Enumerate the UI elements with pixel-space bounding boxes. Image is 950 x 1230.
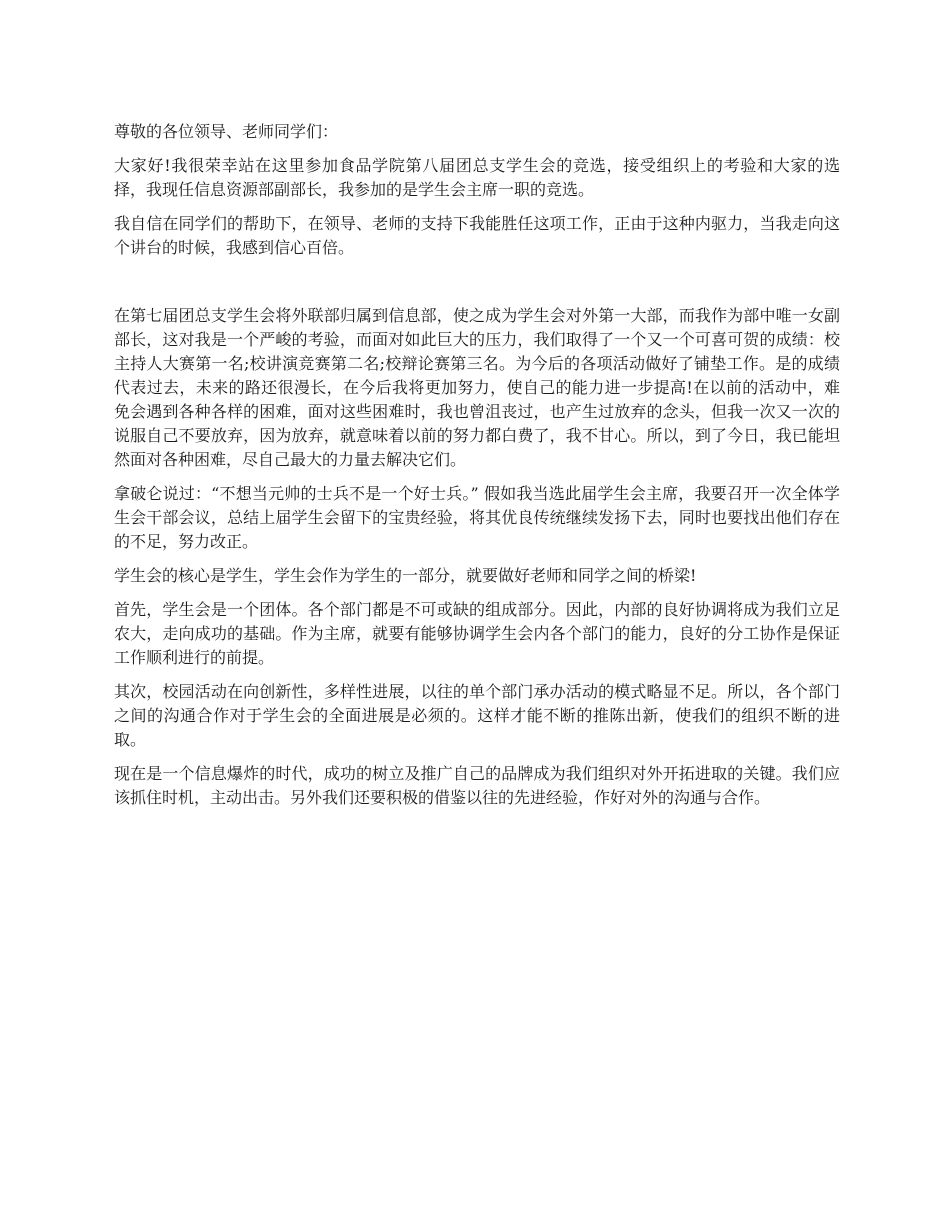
paragraph-second: 其次，校园活动在向创新性，多样性进展，以往的单个部门承办活动的模式略显不足。所以，各个部门之间的沟通合作对于学生会的全面进展是必须的。这样才能不断的推陈出新，使我们的组织不断的进取。 [114, 682, 840, 749]
salutation: 尊敬的各位领导、老师同学们： [114, 122, 339, 141]
paragraph-closing: 现在是一个信息爆炸的时代，成功的树立及推广自己的品牌成为我们组织对外开拓进取的关键。我们应该抓住时机，主动出击。另外我们还要积极的借鉴以往的先进经验，作好对外的沟通与合作。 [114, 764, 840, 807]
paragraph-first: 首先，学生会是一个团体。各个部门都是不可或缺的组成部分。因此，内部的良好协调将成为我们立足农大，走向成功的基础。作为主席，就要有能够协调学生会内各个部门的能力，良好的分工协作是保证工作顺利进行的前提。 [114, 600, 840, 667]
paragraph-confidence: 我自信在同学们的帮助下，在领导、老师的支持下我能胜任这项工作，正由于这种内驱力，当我走向这个讲台的时候，我感到信心百倍。 [114, 214, 840, 257]
paragraph-greeting: 大家好!我很荣幸站在这里参加食品学院第八届团总支学生会的竞选，接受组织上的考验和大家的选择，我现任信息资源部副部长，我参加的是学生会主席一职的竞选。 [114, 156, 840, 199]
document-body [114, 120, 840, 820]
paragraph-experience: 在第七届团总支学生会将外联部归属到信息部，使之成为学生会对外第一大部，而我作为部中唯一女副部长，这对我是一个严峻的考验，而面对如此巨大的压力，我们取得了一个又一个可喜可贺的成绩：校主持人大赛第一名;校讲演竞赛第二名;校辩论赛第三名。为今后的各项活动做好了铺垫工作。是的成绩代表过去，未来的路还很漫长，在今后我将更加努力，使自己的能力进一步提高!在以前的活动中，难免会遇到各种各样的困难，面对这些困难时，我也曾沮丧过，也产生过放弃的念头，但我一次又一次的说服自己不要放弃，因为放弃，就意味着以前的努力都白费了，我不甘心。所以，到了今日，我已能坦然面对各种困难，尽自己最大的力量去解决它们。 [114, 306, 840, 469]
paragraph-napoleon: 拿破仑说过：“不想当元帅的士兵不是一个好士兵。” 假如我当选此届学生会主席，我要召开一次全体学生会干部会议，总结上届学生会留下的宝贵经验，将其优良传统继续发扬下去，同时也要找出他们存在的不足，努力改正。 [114, 484, 840, 551]
paragraph-core: 学生会的核心是学生，学生会作为学生的一部分，就要做好老师和同学之间的桥梁! [114, 566, 697, 585]
